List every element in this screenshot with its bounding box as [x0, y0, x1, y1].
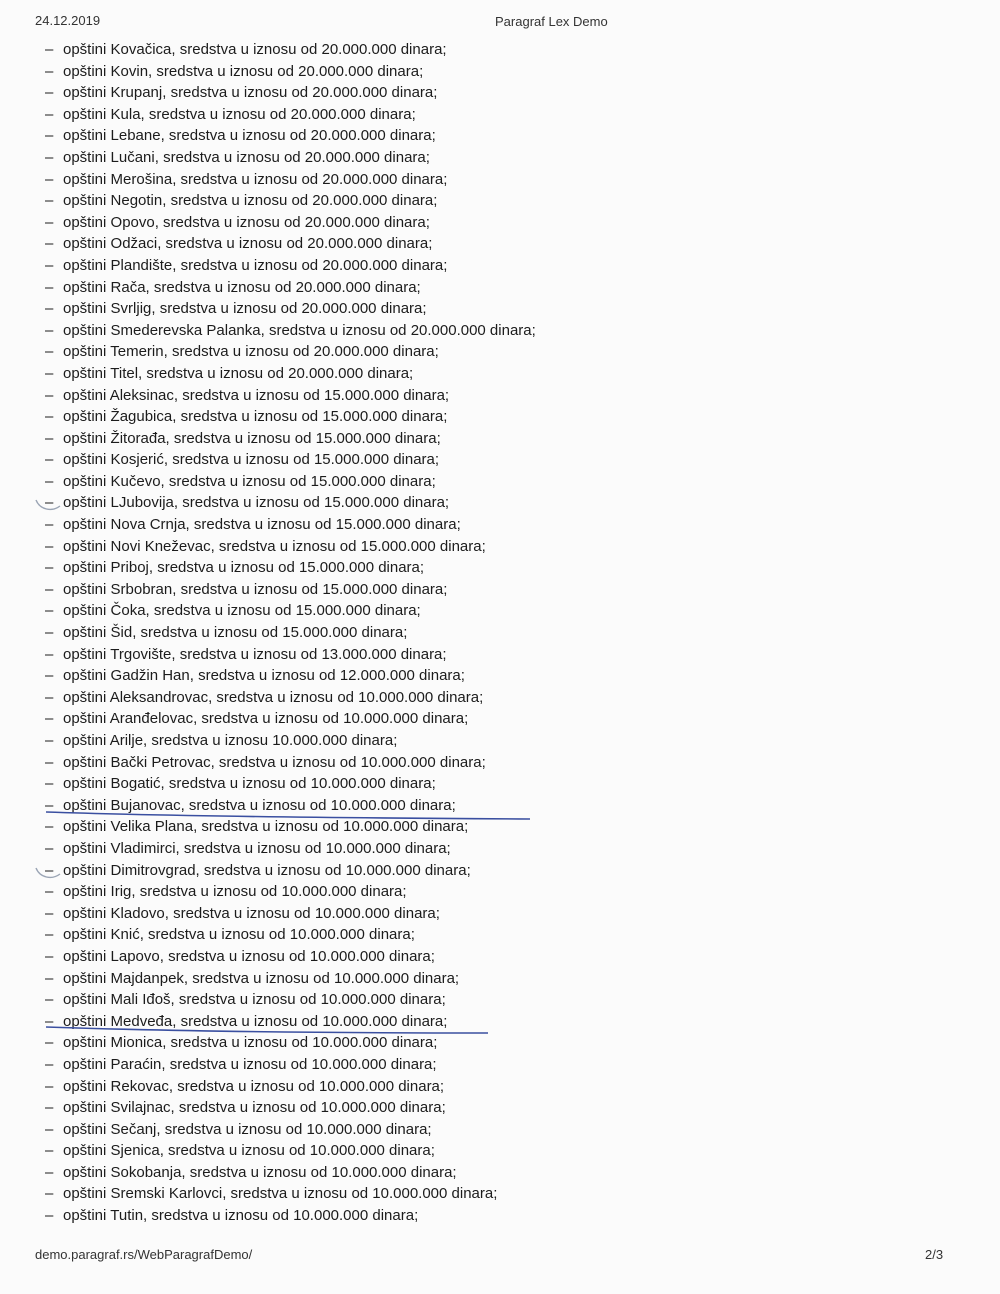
list-item-text: opštini Kovin, sredstva u iznosu od 20.000.000 dinara;: [63, 62, 424, 80]
list-item: [45, 903, 536, 925]
footer-url: demo.paragraf.rs/WebParagrafDemo/: [35, 1247, 253, 1262]
list-dash: –: [45, 127, 54, 145]
list-item-text: opštini Kosjerić, sredstva u iznosu od 15.000.000 dinara;: [63, 451, 440, 469]
list-item-text: opštini Gadžin Han, sredstva u iznosu od 12.000.000 dinara;: [63, 667, 465, 685]
list-dash: –: [45, 516, 54, 534]
list-dash: –: [45, 1099, 54, 1117]
list-dash: –: [45, 969, 54, 987]
list-dash: –: [45, 84, 54, 102]
list-dash: –: [45, 300, 54, 318]
scan-mark-2: [34, 862, 64, 884]
list-item-text: opštini Rekovac, sredstva u iznosu od 10.000.000 dinara;: [63, 1077, 445, 1095]
list-item: [45, 428, 536, 450]
list-dash: –: [45, 667, 54, 685]
list-item-text: opštini Čoka, sredstva u iznosu od 15.000.000 dinara;: [63, 602, 421, 620]
footer-page-number: 2/3: [925, 1247, 944, 1262]
list-item: [45, 492, 536, 514]
list-dash: –: [45, 1185, 54, 1203]
list-dash: –: [45, 494, 54, 512]
list-item: [45, 1054, 536, 1076]
list-dash: –: [45, 256, 54, 274]
list-dash: –: [45, 1055, 54, 1073]
list-item-text: opštini Bujanovac, sredstva u iznosu od 10.000.000 dinara;: [63, 796, 456, 814]
pen-underline-bujanovac: [44, 806, 534, 822]
list-item-text: opštini Titel, sredstva u iznosu od 20.000.000 dinara;: [63, 364, 414, 382]
list-item: [45, 644, 536, 666]
list-item: [45, 579, 536, 601]
list-item-text: opštini Rača, sredstva u iznosu od 20.000.000 dinara;: [63, 278, 421, 296]
list-dash: –: [45, 991, 54, 1009]
list-item: [45, 1097, 536, 1119]
list-item-text: opštini Srbobran, sredstva u iznosu od 15.000.000 dinara;: [63, 580, 448, 598]
list-dash: –: [45, 170, 54, 188]
list-item-text: opštini Kovačica, sredstva u iznosu od 20.000.000 dinara;: [63, 41, 447, 58]
list-item-text: opštini Majdanpek, sredstva u iznosu od 10.000.000 dinara;: [63, 969, 460, 987]
list-item: [45, 708, 536, 730]
list-item-text: opštini Aleksinac, sredstva u iznosu od 15.000.000 dinara;: [63, 386, 450, 404]
list-dash: –: [45, 105, 54, 123]
list-dash: –: [45, 537, 54, 555]
list-item: [45, 730, 536, 752]
list-item: [45, 1119, 536, 1141]
list-item-text: opštini Mionica, sredstva u iznosu od 10.000.000 dinara;: [63, 1034, 438, 1052]
list-item-text: opštini Trgovište, sredstva u iznosu od 13.000.000 dinara;: [63, 645, 447, 663]
list-item: [45, 104, 536, 126]
list-item-text: opštini Opovo, sredstva u iznosu od 20.000.000 dinara;: [63, 213, 430, 231]
list-item: [45, 881, 536, 903]
list-item-text: opštini Irig, sredstva u iznosu od 10.000.000 dinara;: [63, 883, 407, 901]
list-item-text: opštini Dimitrovgrad, sredstva u iznosu od 10.000.000 dinara;: [63, 861, 471, 879]
list-item: [45, 169, 536, 191]
list-dash: –: [45, 710, 54, 728]
header-date: 24.12.2019: [35, 13, 101, 28]
list-item-text: opštini Odžaci, sredstva u iznosu od 20.000.000 dinara;: [63, 235, 433, 253]
list-item: [45, 557, 536, 579]
list-item-text: opštini Temerin, sredstva u iznosu od 20.000.000 dinara;: [63, 343, 439, 361]
list-dash: –: [45, 1207, 54, 1225]
list-item: [45, 1162, 536, 1184]
list-dash: –: [45, 624, 54, 642]
list-dash: –: [45, 451, 54, 469]
list-item-text: opštini Medveđa, sredstva u iznosu od 10.000.000 dinara;: [63, 1012, 448, 1030]
list-item: [45, 125, 536, 147]
list-dash: –: [45, 41, 54, 58]
list-item: [45, 687, 536, 709]
list-item-text: opštini Sokobanja, sredstva u iznosu od 10.000.000 dinara;: [63, 1163, 457, 1181]
list-item: [45, 341, 536, 363]
list-item-text: opštini Lapovo, sredstva u iznosu od 10.000.000 dinara;: [63, 947, 435, 965]
list-dash: –: [45, 775, 54, 793]
list-item: [45, 61, 536, 83]
list-item: [45, 233, 536, 255]
list-dash: –: [45, 62, 54, 80]
list-dash: –: [45, 883, 54, 901]
list-dash: –: [45, 1034, 54, 1052]
list-item-text: opštini Merošina, sredstva u iznosu od 20.000.000 dinara;: [63, 170, 448, 188]
list-item-text: opštini Novi Kneževac, sredstva u iznosu od 15.000.000 dinara;: [63, 537, 486, 555]
scan-mark-1: [34, 494, 64, 516]
list-dash: –: [45, 192, 54, 210]
list-dash: –: [45, 429, 54, 447]
list-dash: –: [45, 1120, 54, 1138]
list-item-text: opštini Lebane, sredstva u iznosu od 20.000.000 dinara;: [63, 127, 436, 145]
list-dash: –: [45, 861, 54, 879]
list-item-text: opštini Sečanj, sredstva u iznosu od 10.000.000 dinara;: [63, 1120, 432, 1138]
list-item: [45, 255, 536, 277]
allocation-list: [45, 39, 536, 1227]
list-dash: –: [45, 926, 54, 944]
list-item: [45, 1183, 536, 1205]
list-dash: –: [45, 148, 54, 166]
list-item-text: opštini Plandište, sredstva u iznosu od 20.000.000 dinara;: [63, 256, 448, 274]
list-item: [45, 600, 536, 622]
list-dash: –: [45, 796, 54, 814]
list-dash: –: [45, 688, 54, 706]
list-dash: –: [45, 839, 54, 857]
list-item-text: opštini Smederevska Palanka, sredstva u iznosu od 20.000.000 dinara;: [63, 321, 536, 339]
list-item: [45, 82, 536, 104]
list-item: [45, 860, 536, 882]
list-item: [45, 989, 536, 1011]
list-item-text: opštini Kladovo, sredstva u iznosu od 10.000.000 dinara;: [63, 904, 440, 922]
list-dash: –: [45, 818, 54, 836]
list-item-text: opštini Lučani, sredstva u iznosu od 20.000.000 dinara;: [63, 148, 430, 166]
list-dash: –: [45, 732, 54, 749]
list-item: [45, 449, 536, 471]
list-item: [45, 320, 536, 342]
list-item-text: opštini Svrljig, sredstva u iznosu od 20.000.000 dinara;: [63, 300, 427, 318]
list-item-text: opštini Vladimirci, sredstva u iznosu od 10.000.000 dinara;: [63, 839, 451, 857]
list-item: [45, 385, 536, 407]
pen-underline-medveda: [44, 1022, 494, 1038]
list-item: [45, 622, 536, 644]
list-dash: –: [45, 321, 54, 339]
list-dash: –: [45, 580, 54, 598]
list-dash: –: [45, 602, 54, 620]
list-dash: –: [45, 278, 54, 296]
list-item: [45, 277, 536, 299]
list-item: [45, 968, 536, 990]
list-item: [45, 1205, 536, 1227]
list-dash: –: [45, 1012, 54, 1030]
list-dash: –: [45, 386, 54, 404]
list-item: [45, 665, 536, 687]
list-item-text: opštini Knić, sredstva u iznosu od 10.000.000 dinara;: [63, 926, 415, 944]
list-dash: –: [45, 559, 54, 577]
list-item: [45, 212, 536, 234]
list-item-text: opštini Nova Crnja, sredstva u iznosu od 15.000.000 dinara;: [63, 516, 461, 534]
header-title: Paragraf Lex Demo: [495, 14, 608, 29]
list-dash: –: [45, 364, 54, 382]
list-item: [45, 1076, 536, 1098]
list-item-text: opštini Velika Plana, sredstva u iznosu od 10.000.000 dinara;: [63, 818, 469, 836]
list-item: [45, 298, 536, 320]
list-item-text: opštini Sremski Karlovci, sredstva u iznosu od 10.000.000 dinara;: [63, 1185, 498, 1203]
list-dash: –: [45, 343, 54, 361]
list-item-text: opštini Aleksandrovac, sredstva u iznosu od 10.000.000 dinara;: [63, 688, 484, 706]
list-dash: –: [45, 472, 54, 490]
list-item-text: opštini Bogatić, sredstva u iznosu od 10.000.000 dinara;: [63, 775, 436, 793]
list-dash: –: [45, 1077, 54, 1095]
list-dash: –: [45, 904, 54, 922]
list-item-text: opštini Šid, sredstva u iznosu od 15.000.000 dinara;: [63, 624, 408, 642]
list-dash: –: [45, 213, 54, 231]
list-dash: –: [45, 1142, 54, 1160]
list-item-text: opštini Sjenica, sredstva u iznosu od 10.000.000 dinara;: [63, 1142, 435, 1160]
list-item: [45, 147, 536, 169]
list-item-text: opštini Arilje, sredstva u iznosu 10.000.000 dinara;: [63, 732, 398, 749]
list-item: [45, 39, 536, 61]
list-item: [45, 471, 536, 493]
list-item-text: opštini Paraćin, sredstva u iznosu od 10.000.000 dinara;: [63, 1055, 437, 1073]
list-item-text: opštini LJubovija, sredstva u iznosu od 15.000.000 dinara;: [63, 494, 450, 512]
list-item: [45, 1140, 536, 1162]
list-item: [45, 514, 536, 536]
list-item-text: opštini Žitorađa, sredstva u iznosu od 15.000.000 dinara;: [63, 429, 441, 447]
list-item-text: opštini Žagubica, sredstva u iznosu od 15.000.000 dinara;: [63, 408, 448, 426]
list-item-text: opštini Negotin, sredstva u iznosu od 20.000.000 dinara;: [63, 192, 438, 210]
list-item-text: opštini Priboj, sredstva u iznosu od 15.000.000 dinara;: [63, 559, 425, 577]
list-item: [45, 363, 536, 385]
list-item-text: opštini Tutin, sredstva u iznosu od 10.000.000 dinara;: [63, 1207, 419, 1225]
list-item-text: opštini Mali Iđoš, sredstva u iznosu od 10.000.000 dinara;: [63, 991, 446, 1009]
list-item: [45, 946, 536, 968]
list-item: [45, 838, 536, 860]
list-dash: –: [45, 645, 54, 663]
list-item: [45, 406, 536, 428]
list-item-text: opštini Bački Petrovac, sredstva u iznosu od 10.000.000 dinara;: [63, 753, 486, 771]
list-item: [45, 773, 536, 795]
list-item-text: opštini Kula, sredstva u iznosu od 20.000.000 dinara;: [63, 105, 416, 123]
list-item-text: opštini Krupanj, sredstva u iznosu od 20.000.000 dinara;: [63, 84, 438, 102]
list-dash: –: [45, 947, 54, 965]
list-dash: –: [45, 753, 54, 771]
list-item: [45, 536, 536, 558]
list-dash: –: [45, 235, 54, 253]
list-item-text: opštini Aranđelovac, sredstva u iznosu od 10.000.000 dinara;: [63, 710, 469, 728]
list-item-text: opštini Kučevo, sredstva u iznosu od 15.000.000 dinara;: [63, 472, 436, 490]
list-dash: –: [45, 408, 54, 426]
list-item: [45, 190, 536, 212]
list-item: [45, 924, 536, 946]
list-item-text: opštini Svilajnac, sredstva u iznosu od 10.000.000 dinara;: [63, 1099, 446, 1117]
list-dash: –: [45, 1163, 54, 1181]
list-item: [45, 752, 536, 774]
